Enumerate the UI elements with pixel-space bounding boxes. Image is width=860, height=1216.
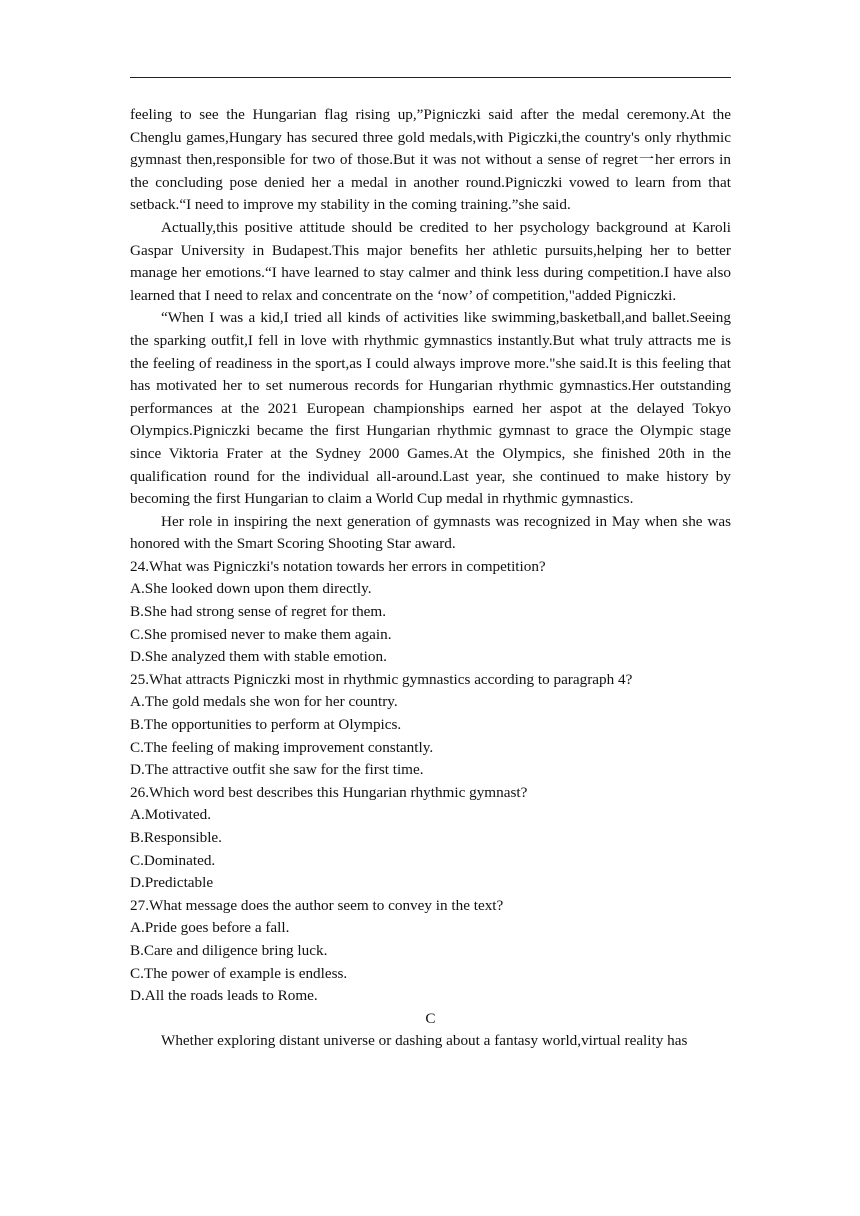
option-a: A.Pride goes before a fall. [130,919,290,937]
option-c: C.Dominated. [130,851,216,869]
option-c: C.The feeling of making improvement constantly. [130,738,434,756]
option-a: A.She looked down upon them directly. [130,580,372,598]
header-rule [130,77,731,78]
question-24 [130,556,731,669]
option-b: B.The opportunities to perform at Olympics. [130,716,402,734]
passage-paragraph-4: Her role in inspiring the next generation of gymnasts was recognized in May when she was honored with the Smart Scoring Shooting Star award. [130,512,731,553]
question-27 [130,895,731,1008]
option-b: B.Responsible. [130,829,222,846]
section-heading-c: C [425,1009,436,1027]
option-d: D.All the roads leads to Rome. [130,987,318,1005]
question-stem: 24.What was Pigniczki's notation towards her errors in competition? [130,557,546,575]
question-26 [130,782,731,895]
section-c-paragraph-1: Whether exploring distant universe or dashing about a fantasy world,virtual reality has [161,1032,688,1050]
document-body [130,104,731,1053]
question-stem: 26.Which word best describes this Hungarian rhythmic gymnast? [130,783,528,801]
question-stem: 25.What attracts Pigniczki most in rhythmic gymnastics according to paragraph 4? [130,670,633,688]
option-d: D.She analyzed them with stable emotion. [130,648,387,666]
option-b: B.Care and diligence bring luck. [130,941,328,959]
option-a: A.The gold medals she won for her country. [130,693,398,711]
option-c: C.The power of example is endless. [130,964,348,982]
option-a: A.Motivated. [130,806,211,824]
question-stem: 27.What message does the author seem to convey in the text? [130,896,504,914]
passage-paragraph-3: “When I was a kid,I tried all kinds of activities like swimming,basketball,and ballet.Seeing the sparking outfit,I fell in love with rhythmic gymnastics instantly.But what truly attracts me is the feeling of readiness in the sport,as I could always improve more."she said.It is this feeling that has motivated her to set numerous records for Hungarian rhythmic gymnastics.Her outstanding performances at the 2021 European championships earned her aspot at the delayed Tokyo Olympics.Pigniczki became the first Hungarian rhythmic gymnast to grace the Olympic stage since Viktoria Frater at the Sydney 2000 Games.At the Olympics, she finished 20th in the qualification round for the individual all-around.Last year, she continued to make history by becoming the first Hungarian to claim a World Cup medal in rhythmic gymnastics. [130,309,731,508]
question-25 [130,669,731,782]
option-d: D.The attractive outfit she saw for the first time. [130,761,424,779]
option-b: B.She had strong sense of regret for them. [130,603,387,621]
passage-paragraph-1: feeling to see the Hungarian flag rising up,”Pigniczki said after the medal ceremony.At the Chenglu games,Hungary has secured three gold medals,with Pigiczki,the country's only rhythmic gymnast then,responsible for two of those.But it was not without a sense of regret一her errors in the concluding pose denied her a medal in another round.Pigniczki vowed to learn from that setback.“I need to improve my stability in the coming training.”she said. [130,106,731,214]
option-d: D.Predictable [130,874,214,892]
passage-paragraph-2: Actually,this positive attitude should be credited to her psychology background at Karoli Gaspar University in Budapest.This major benefits her athletic pursuits,helping her to better manage her emotions.“I have learned to stay calmer and think less during competition.I have also learned that I need to relax and concentrate on the ‘now’ of competition,"added Pigniczki. [130,218,731,304]
option-c: C.She promised never to make them again. [130,625,392,643]
